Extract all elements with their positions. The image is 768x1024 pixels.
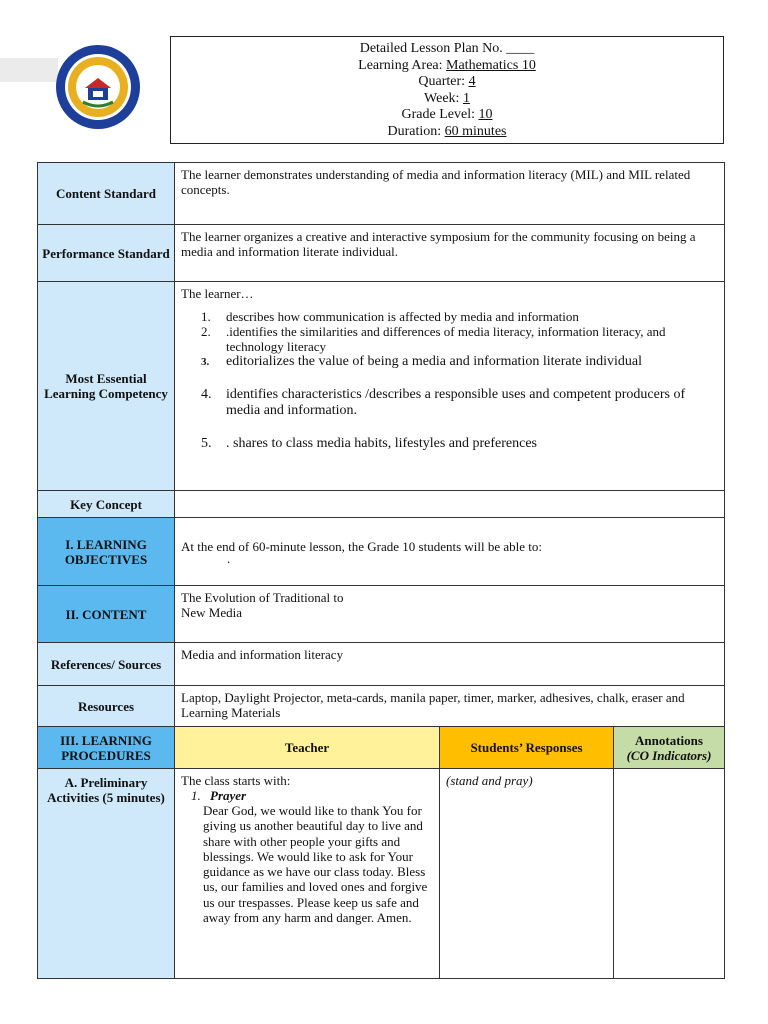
references-value: Media and information literacy bbox=[175, 643, 725, 686]
competency-item: 5. . shares to class media habits, lifestyles and preferences bbox=[201, 435, 538, 451]
objectives-value bbox=[175, 518, 725, 586]
students-header: Students’ Responses bbox=[440, 727, 614, 769]
prayer-item: 1. Prayer bbox=[191, 788, 247, 803]
content-standard-value: The learner demonstrates understanding of media and information literacy (MIL) and MIL related concepts. bbox=[175, 163, 725, 225]
objectives-row bbox=[38, 518, 725, 586]
competency-label: Most Essential Learning Competency bbox=[38, 282, 175, 491]
resources-label: Resources bbox=[38, 686, 175, 727]
key-concept-value bbox=[175, 491, 725, 518]
content-label: II. CONTENT bbox=[38, 586, 175, 643]
performance-standard-label: Performance Standard bbox=[38, 225, 175, 282]
scan-smudge bbox=[0, 58, 58, 82]
competency-list bbox=[181, 309, 718, 452]
competency-item: 4. identifies characteristics /describes a responsible uses and competent producers of media and information. bbox=[201, 386, 686, 418]
competency-item: 3. editorializes the value of being a media and information literate individual bbox=[201, 354, 642, 369]
competency-item: 1. describes how communication is affected by media and information bbox=[201, 309, 579, 324]
duration: Duration: 60 minutes bbox=[387, 123, 507, 139]
content-standard-row bbox=[38, 163, 725, 225]
objectives-bullet: . bbox=[227, 551, 231, 566]
competency-intro: The learner… bbox=[181, 286, 254, 301]
content-row bbox=[38, 586, 725, 643]
procedures-header-row bbox=[38, 727, 725, 769]
quarter: Quarter: 4 bbox=[418, 74, 476, 90]
lesson-plan-number: Detailed Lesson Plan No. ____ bbox=[359, 41, 535, 56]
lesson-plan-header bbox=[170, 36, 724, 144]
resources-row bbox=[38, 686, 725, 727]
grade-level: Grade Level: 10 bbox=[401, 107, 493, 123]
teacher-header: Teacher bbox=[175, 727, 440, 769]
teacher-intro: The class starts with: bbox=[181, 773, 291, 788]
learning-area: Learning Area: Mathematics 10 bbox=[358, 57, 536, 73]
competency-row bbox=[38, 282, 725, 491]
references-label: References/ Sources bbox=[38, 643, 175, 686]
content-value: The Evolution of Traditional to New Media bbox=[175, 586, 725, 643]
teacher-activity bbox=[175, 769, 440, 979]
preliminary-label: A. Preliminary Activities (5 minutes) bbox=[38, 769, 175, 979]
key-concept-row bbox=[38, 491, 725, 518]
references-row bbox=[38, 643, 725, 686]
content-standard-label: Content Standard bbox=[38, 163, 175, 225]
student-response: (stand and pray) bbox=[440, 769, 614, 979]
procedures-label: III. LEARNING PROCEDURES bbox=[38, 727, 175, 769]
key-concept-label: Key Concept bbox=[38, 491, 175, 518]
week: Week: 1 bbox=[424, 90, 470, 106]
lesson-plan-table bbox=[37, 162, 725, 979]
competency-value bbox=[175, 282, 725, 491]
objectives-text: At the end of 60-minute lesson, the Grade 10 students will be able to: bbox=[181, 539, 543, 554]
annotation-cell bbox=[614, 769, 725, 979]
objectives-label: I. LEARNING OBJECTIVES bbox=[38, 518, 175, 586]
performance-standard-row bbox=[38, 225, 725, 282]
performance-standard-value: The learner organizes a creative and interactive symposium for the community focusing on being a media and information literate individual. bbox=[175, 225, 725, 282]
prayer-text: Dear God, we would like to thank You for giving us another beautiful day to live and share with other people your gifts and blessings. We would like to ask for Your guidance as we have our class today. Bless us, our families and loved ones and forgive us our trespasses. Please keep us safe and away from any harm and danger. Amen. bbox=[203, 803, 428, 926]
competency-item: 2. .identifies the similarities and differences of media literacy, information literacy, and technology literacy bbox=[201, 324, 666, 354]
resources-value: Laptop, Daylight Projector, meta-cards, manila paper, timer, marker, adhesives, chalk, eraser and Learning Materials bbox=[175, 686, 725, 727]
annotations-header: Annotations (CO Indicators) bbox=[614, 727, 725, 769]
preliminary-row bbox=[38, 769, 725, 979]
school-logo bbox=[55, 44, 141, 130]
